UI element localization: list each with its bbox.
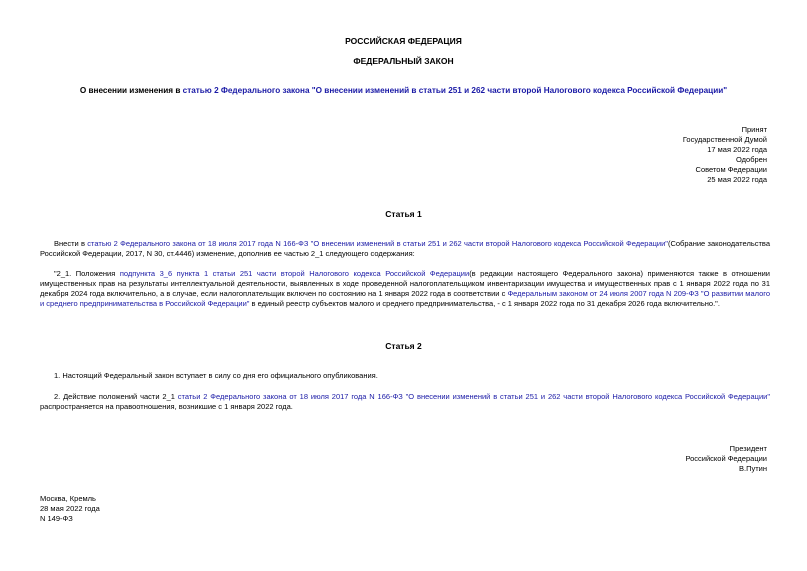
article1-p1-prefix: Внести в (54, 239, 88, 248)
place-date-block (40, 494, 100, 524)
adoption-line: Одобрен (736, 155, 767, 164)
signature-line: Российской Федерации (685, 454, 767, 463)
article2-paragraph1: 1. Настоящий Федеральный закон вступает в силу со дня его официального опубликования. (54, 371, 378, 380)
signature-block (685, 444, 767, 474)
article1-p1-suffix: (Собрание законодательства Российской Федерации, 2017, N 30, ст.4446) изменение, дополнив ее частью 2_1 следующего содержания: (40, 239, 770, 258)
article1-p2-link2[interactable]: Федеральным законом от 24 июля 2007 года N 209-ФЗ "О развитии малого и среднего предпринимательства в Российской Федерации" (40, 289, 771, 308)
adoption-line: Советом Федерации (695, 165, 767, 174)
article1-heading: Статья 1 (385, 209, 422, 219)
country-heading: РОССИЙСКАЯ ФЕДЕРАЦИЯ (345, 36, 462, 46)
article1-p2-link1[interactable]: подпункта 3_6 пункта 1 статьи 251 части второй Налогового кодекса Российской Федерации (119, 269, 470, 278)
law-title-prefix: О внесении изменения в (79, 86, 183, 95)
place-line: Москва, Кремль (40, 494, 96, 503)
law-title (0, 86, 807, 96)
adoption-line: 17 мая 2022 года (707, 145, 767, 154)
article1-p1-link[interactable]: статью 2 Федерального закона от 18 июля 2017 года N 166-ФЗ "О внесении изменений в статьи 251 и 262 части второй Налогового кодекса Российской Федерации" (87, 239, 668, 248)
adoption-block (683, 125, 767, 185)
article1-p2-prefix: "2_1. Положения (54, 269, 120, 278)
law-number-line: N 149-ФЗ (40, 514, 73, 523)
article2-paragraph2 (40, 392, 770, 412)
adoption-line: Принят (741, 125, 767, 134)
article2-p2-link[interactable]: статьи 2 Федерального закона от 18 июля 2017 года N 166-ФЗ "О внесении изменений в статьи 251 и 262 части второй Налогового кодекса Российской Федерации" (177, 392, 770, 401)
article2-heading: Статья 2 (385, 341, 422, 351)
date-line: 28 мая 2022 года (40, 504, 100, 513)
article2-p2-prefix: 2. Действие положений части 2_1 (54, 392, 178, 401)
law-title-link[interactable]: статью 2 Федерального закона "О внесении изменений в статьи 251 и 262 части второй Налогового кодекса Российской Федерации" (182, 86, 728, 95)
signature-line: В.Путин (739, 464, 767, 473)
article1-p2-middle: (в редакции настоящего Федерального закона) применяются также в отношении имущественных прав на результаты интеллектуальной деятельности, выявленных в ходе проведенной налогоплательщиком инвентаризации имущества и имущественных прав с 1 января 2022 года по 31 декабря 2024 года включительно, а в случае, если налогоплательщик включен по состоянию на 1 января 2022 года в соответствии с (40, 269, 770, 298)
adoption-line: Государственной Думой (682, 135, 767, 144)
article2-p2-suffix: распространяется на правоотношения, возникшие с 1 января 2022 года. (40, 402, 293, 411)
adoption-line: 25 мая 2022 года (707, 175, 767, 184)
article1-p2-suffix: в единый реестр субъектов малого и среднего предпринимательства, - с 1 января 2022 года по 31 декабря 2026 года включительно.". (249, 299, 720, 308)
doc-type-heading: ФЕДЕРАЛЬНЫЙ ЗАКОН (353, 56, 454, 66)
signature-line: Президент (729, 444, 767, 453)
article1-paragraph1 (40, 239, 770, 259)
article1-paragraph2 (40, 269, 770, 309)
